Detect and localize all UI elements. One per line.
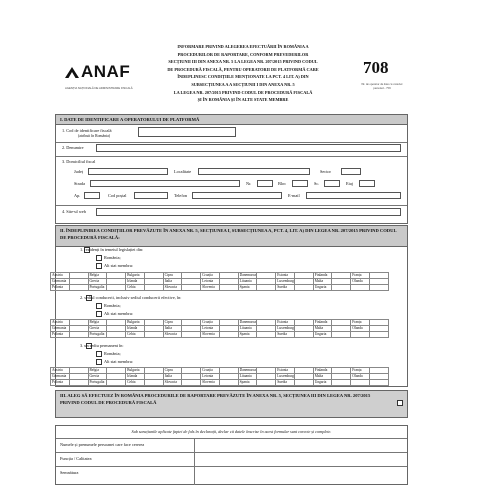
- country-name: Malta: [313, 279, 332, 285]
- country-name: Slovenia: [201, 285, 220, 291]
- item1-label: 1. rezidenți în temeiul legislației din:: [80, 247, 144, 252]
- country-name: Portugalia: [88, 332, 107, 338]
- divider: [56, 466, 407, 467]
- country-name: Olanda: [351, 326, 370, 332]
- etaj-field[interactable]: [359, 180, 375, 187]
- ap-field[interactable]: [84, 192, 100, 199]
- section-2-title: II. ÎNDEPLINIREA CONDIȚIILOR PREVĂZUTE ÎN ANEXA NR. 5, SECȚIUNEA I, SUBSECȚIUNEA A, PCT. 4, LIT. A) DIN LEGEA NR. 207/2015 PRIVIND CODUL DE PROCEDURĂ FISCALĂ:: [55, 225, 408, 247]
- denumire-field[interactable]: [96, 144, 401, 152]
- divider: [56, 156, 407, 157]
- country-name: Cipru: [163, 320, 182, 326]
- country-name: Ungaria: [313, 380, 332, 386]
- item2-alt-stat-label: Alt stat membru:: [104, 311, 134, 316]
- bloc-label: Bloc: [278, 181, 287, 186]
- country-name: [351, 285, 370, 291]
- country-name: Luxemburg: [277, 326, 294, 331]
- country-name: Irlanda: [126, 326, 145, 332]
- country-name: Grecia: [88, 326, 107, 332]
- country-name: Luxemburg: [277, 279, 294, 284]
- country-name: Croația: [201, 273, 220, 279]
- divider: [56, 142, 407, 143]
- item3-countries-grid: [50, 367, 389, 386]
- country-name: Slovacia: [163, 380, 182, 386]
- country-name: Slovenia: [201, 380, 220, 386]
- country-name: Olanda: [351, 374, 370, 380]
- item1-alt-stat-checkbox[interactable]: [96, 263, 102, 269]
- cod-label: 1. Cod de identificare fiscală: [62, 128, 112, 133]
- country-name: Polonia: [51, 380, 70, 386]
- sector-label: Sector: [320, 169, 331, 174]
- divider: [56, 452, 407, 453]
- country-name: Luxemburg: [277, 374, 294, 379]
- section-2-body: [52, 247, 408, 387]
- telefon-field[interactable]: [192, 192, 282, 199]
- signature-block: [55, 425, 408, 485]
- denumire-label: 2. Denumire: [62, 145, 84, 150]
- bloc-field[interactable]: [292, 180, 308, 187]
- country-name: Belgia: [88, 320, 107, 326]
- country-checkbox-cell[interactable]: [294, 380, 313, 386]
- section-1-body: [55, 124, 408, 224]
- sector-field[interactable]: [341, 168, 361, 175]
- country-name: Malta: [313, 374, 332, 380]
- country-name: Cehia: [126, 332, 145, 338]
- country-row: [51, 285, 389, 291]
- country-name: Austria: [51, 273, 70, 279]
- country-checkbox-cell[interactable]: [257, 332, 276, 338]
- country-name: Malta: [313, 326, 332, 332]
- country-name: Irlanda: [126, 374, 145, 380]
- country-name: Spania: [238, 380, 257, 386]
- form-title: INFORMARE PRIVIND ALEGEREA EFECTUĂRII ÎN ROMÂNIA A PROCEDURILOR DE RAPORTARE, CONFORM PREVEDERILOR SECȚIUNII III DIN ANEXA NR. 5 LA LEGEA NR. 207/2015 PRIVIND CODUL DE PROCEDURĂ FISCALĂ, PENTRU OPERATORII DE PLATFORMĂ CARE ÎNDEPLINESC CONDIȚIILE MENȚIONATE LA PCT. 4 LIT. A) DIN SUBSECȚIUNEA A A SECȚIUNII I DIN ANEXA NR. 5 LA LEGEA NR. 207/2015 PRIVIND CODUL DE PROCEDURĂ FISCALĂ ȘI ÎN ROMÂNIA ȘI ÎN ALTE STATE MEMBRE: [167, 44, 319, 103]
- country-name: Estonia: [276, 320, 295, 326]
- country-row: [51, 332, 389, 338]
- item2-countries-grid: [50, 319, 389, 338]
- sc-field[interactable]: [324, 180, 340, 187]
- country-name: Finlanda: [313, 320, 332, 326]
- country-name: Grecia: [88, 374, 107, 380]
- country-checkbox-cell: [370, 285, 389, 291]
- country-name: Grecia: [88, 279, 107, 285]
- country-name: Spania: [238, 332, 257, 338]
- country-name: Franța: [351, 368, 370, 374]
- country-checkbox-cell[interactable]: [107, 380, 126, 386]
- country-checkbox-cell[interactable]: [107, 285, 126, 291]
- divider: [194, 438, 195, 485]
- country-name: Slovacia: [163, 285, 182, 291]
- country-checkbox-cell[interactable]: [332, 285, 351, 291]
- country-name: Ungaria: [313, 285, 332, 291]
- anaf-logo-icon: [65, 67, 79, 78]
- country-name: [351, 380, 370, 386]
- item1-romania-checkbox[interactable]: [96, 255, 102, 261]
- country-name: Austria: [51, 368, 70, 374]
- country-name: Franța: [351, 320, 370, 326]
- email-label: E-mail: [288, 193, 300, 198]
- country-checkbox-cell[interactable]: [107, 332, 126, 338]
- item1-romania-label: România;: [104, 255, 121, 260]
- logo-subtitle: AGENȚIA NAȚIONALĂ DE ADMINISTRARE FISCALĂ: [65, 86, 133, 90]
- country-name: Spania: [238, 285, 257, 291]
- country-name: Italia: [163, 279, 182, 285]
- country-name: Germania: [51, 374, 70, 380]
- country-checkbox-cell[interactable]: [144, 285, 163, 291]
- country-checkbox-cell[interactable]: [294, 285, 313, 291]
- country-name: Finlanda: [313, 273, 332, 279]
- country-name: Belgia: [88, 273, 107, 279]
- country-checkbox-cell: [370, 332, 389, 338]
- country-checkbox-cell[interactable]: [219, 380, 238, 386]
- country-name: Letonia: [201, 279, 220, 285]
- country-name: Cehia: [126, 380, 145, 386]
- role-label: Funcția / Calitatea: [60, 456, 92, 461]
- form-number: 708: [363, 58, 389, 77]
- item3-romania-label: România;: [104, 351, 121, 356]
- country-name: Ungaria: [313, 332, 332, 338]
- form-document: [52, 20, 408, 480]
- etaj-label: Etaj: [346, 181, 353, 186]
- item3-alt-stat-label: Alt stat membru:: [104, 359, 134, 364]
- country-name: Cehia: [126, 285, 145, 291]
- item1-alt-stat-label: Alt stat membru:: [104, 263, 134, 268]
- country-name: Letonia: [201, 326, 220, 332]
- country-name: Slovacia: [163, 332, 182, 338]
- country-name: Estonia: [276, 368, 295, 374]
- country-name: Italia: [163, 326, 182, 332]
- country-name: Suedia: [276, 380, 295, 386]
- country-name: Irlanda: [126, 279, 145, 285]
- item2-romania-checkbox[interactable]: [96, 303, 102, 309]
- country-name: [351, 332, 370, 338]
- country-checkbox-cell[interactable]: [219, 332, 238, 338]
- country-name: Slovenia: [201, 332, 220, 338]
- item2-label: 2. sediul conducerii, inclusiv sediul conducerii efective, în:: [80, 295, 182, 300]
- country-name: Bulgaria: [126, 368, 145, 374]
- item3-romania-checkbox[interactable]: [96, 351, 102, 357]
- strada-field[interactable]: [90, 180, 240, 187]
- domiciliu-label: 3. Domiciliul fiscal: [62, 159, 96, 164]
- country-name: Suedia: [276, 332, 295, 338]
- form-header: [55, 20, 408, 112]
- country-name: Estonia: [276, 273, 295, 279]
- country-name: Belgia: [88, 368, 107, 374]
- country-name: Lituania: [238, 374, 257, 380]
- country-name: Polonia: [51, 332, 70, 338]
- divider: [56, 438, 407, 439]
- country-name: Letonia: [201, 374, 220, 380]
- country-checkbox-cell[interactable]: [257, 285, 276, 291]
- country-checkbox-cell[interactable]: [182, 380, 201, 386]
- name-label: Numele și prenumele persoanei care face cererea: [60, 442, 145, 447]
- name-field[interactable]: [196, 440, 404, 449]
- country-checkbox-cell[interactable]: [144, 380, 163, 386]
- country-checkbox-cell[interactable]: [294, 332, 313, 338]
- email-field[interactable]: [306, 192, 401, 199]
- country-name: Austria: [51, 320, 70, 326]
- role-field[interactable]: [196, 454, 404, 463]
- judet-field[interactable]: [88, 168, 168, 175]
- nr-label: Nr.: [246, 181, 252, 186]
- cod-postal-field[interactable]: [134, 192, 168, 199]
- item3-label: 3. un sediu permanent în:: [80, 343, 124, 348]
- form-number-note: Nr. de operator de date cu caracter personal - 759: [361, 82, 403, 91]
- country-name: Portugalia: [88, 380, 107, 386]
- cod-fiscal-field[interactable]: [138, 127, 236, 137]
- country-checkbox-cell[interactable]: [332, 380, 351, 386]
- section-1-title: I. DATE DE IDENTIFICARE A OPERATORULUI DE PLATFORMĂ: [55, 114, 408, 125]
- country-name: Bulgaria: [126, 273, 145, 279]
- country-name: Lituania: [238, 326, 257, 332]
- country-checkbox-cell[interactable]: [182, 285, 201, 291]
- country-name: Polonia: [51, 285, 70, 291]
- country-name: Danemarca: [239, 368, 257, 373]
- localitate-label: Localitate: [174, 169, 192, 174]
- country-name: Cipru: [163, 368, 182, 374]
- country-name: Franța: [351, 273, 370, 279]
- country-row: [51, 380, 389, 386]
- country-name: Danemarca: [239, 273, 257, 278]
- telefon-label: Telefon: [174, 193, 188, 198]
- nr-field[interactable]: [257, 180, 273, 187]
- site-label: 4. Site-ul web: [62, 209, 86, 214]
- country-name: Croația: [201, 320, 220, 326]
- sc-label: Sc.: [314, 181, 320, 186]
- country-checkbox-cell[interactable]: [219, 285, 238, 291]
- item1-countries-grid: [50, 272, 389, 291]
- signature-label: Semnătura: [60, 470, 79, 475]
- country-checkbox-cell: [370, 380, 389, 386]
- country-name: Croația: [201, 368, 220, 374]
- cod-postal-label: Cod poștal: [108, 193, 127, 198]
- country-name: Lituania: [238, 279, 257, 285]
- country-checkbox-cell[interactable]: [144, 332, 163, 338]
- country-name: Suedia: [276, 285, 295, 291]
- strada-label: Strada: [74, 181, 85, 186]
- country-name: Italia: [163, 374, 182, 380]
- item2-alt-stat-checkbox[interactable]: [96, 311, 102, 317]
- country-checkbox-cell[interactable]: [69, 332, 88, 338]
- item3-alt-stat-checkbox[interactable]: [96, 359, 102, 365]
- ap-label: Ap.: [74, 193, 81, 198]
- anaf-logo: ANAF: [65, 62, 130, 82]
- cod-sublabel: (atribuit în România): [78, 134, 111, 138]
- divider: [56, 205, 407, 206]
- section-3-title: III. ALEG SĂ EFECTUEZ ÎN ROMÂNIA PROCEDURILE DE RAPORTARE PREVĂZUTE ÎN ANEXA NR. 5, SECȚIUNEA III DIN LEGEA NR. 207/2015 PRIVIND CODUL DE PROCEDURĂ FISCALĂ: [55, 390, 408, 418]
- country-name: Finlanda: [313, 368, 332, 374]
- country-checkbox-cell[interactable]: [182, 332, 201, 338]
- country-checkbox-cell[interactable]: [332, 332, 351, 338]
- country-name: Germania: [51, 279, 70, 285]
- country-name: Portugalia: [88, 285, 107, 291]
- localitate-field[interactable]: [198, 168, 310, 175]
- country-checkbox-cell[interactable]: [257, 380, 276, 386]
- country-name: Germania: [51, 326, 70, 332]
- country-name: Olanda: [351, 279, 370, 285]
- site-field[interactable]: [96, 208, 401, 216]
- judet-label: Județ: [74, 169, 84, 174]
- country-checkbox-cell[interactable]: [69, 285, 88, 291]
- section-3-checkbox[interactable]: [397, 400, 403, 406]
- country-name: Bulgaria: [126, 320, 145, 326]
- item2-romania-label: România;: [104, 303, 121, 308]
- declaration-statement: Sub sancțiunile aplicate faptei de fals în declarații, declar că datele înscrise în acest formular sunt corecte și complete.: [131, 429, 332, 434]
- country-checkbox-cell[interactable]: [69, 380, 88, 386]
- country-name: Danemarca: [239, 320, 257, 325]
- country-name: Cipru: [163, 273, 182, 279]
